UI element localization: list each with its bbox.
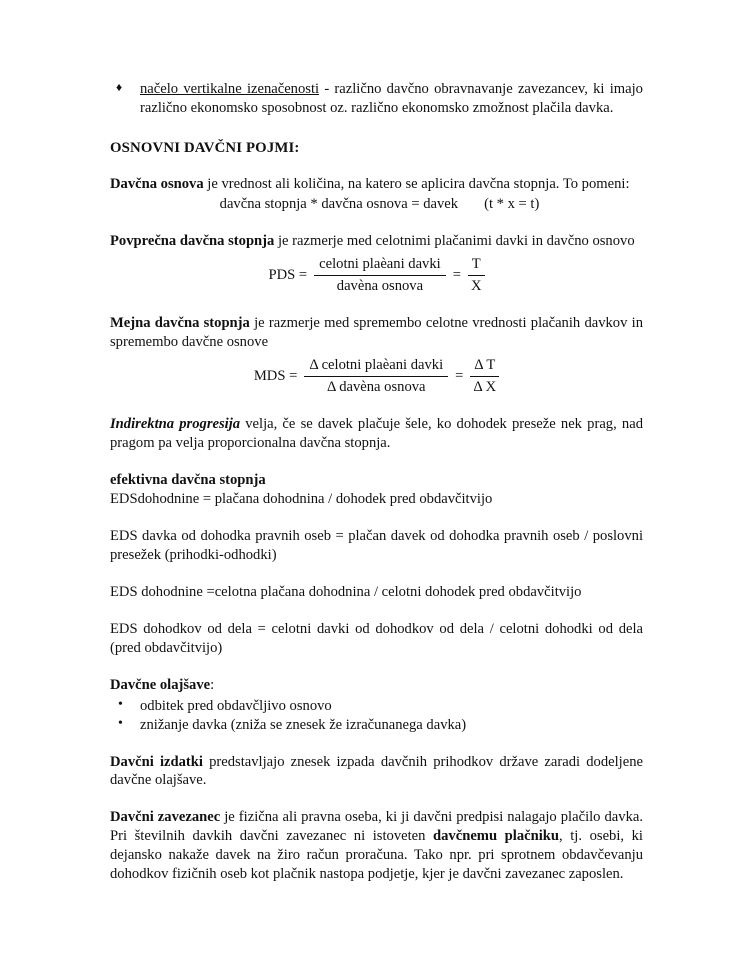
- marginal-rate-term: Mejna davčna stopnja: [110, 315, 250, 332]
- indirect-progression-term: Indirektna progresija: [110, 415, 241, 432]
- tax-reliefs-list: [110, 697, 643, 735]
- effective-rate-heading-text: efektivna davčna stopnja: [110, 471, 266, 488]
- tax-base-equation-symbols: (t * x = t): [484, 196, 540, 213]
- mds-result-denominator: Δ X: [473, 378, 497, 395]
- marginal-rate-lead: je razmerje med spremembo celotne vrednosti plačanih davkov in spremembo davčne osnove: [110, 315, 643, 350]
- tax-base-equation-line: [110, 195, 643, 214]
- effective-rate-line-2: EDS davka od dohodka pravnih oseb = plačan davek od dohodka pravnih oseb / poslovni presežek (prihodki-odhodki): [110, 527, 643, 563]
- tax-reliefs-colon: :: [210, 676, 215, 693]
- vertical-equity-text: - različno davčno obravnavanje zavezancev, ki imajo različno ekonomsko sposobnost oz. različno ekonomsko zmožnost plačila davka.: [140, 81, 643, 116]
- list-item: [110, 716, 643, 735]
- pds-equals-sign: =: [452, 267, 461, 284]
- mds-numerator: Δ celotni plaèani davki: [304, 356, 448, 377]
- effective-rate-line-4: EDS dohodkov od dela = celotni davki od dohodkov od dela / celotni dohodki od dela (pred obdavčitvijo): [110, 620, 643, 656]
- tax-reliefs-term: Davčne olajšave: [110, 676, 211, 693]
- document-body: [110, 80, 643, 884]
- marginal-rate-paragraph: [110, 314, 643, 352]
- mds-label: MDS =: [253, 367, 298, 384]
- vertical-equity-term: načelo vertikalne izenačenosti: [140, 81, 320, 97]
- indirect-progression-text: velja, če se davek plačuje šele, ko dohodek preseže nek prag, nad pragom pa velja proporcionalna davčna stopnja.: [110, 415, 643, 451]
- pds-label: PDS =: [268, 267, 308, 284]
- effective-rate-heading: [110, 471, 643, 490]
- list-item: [110, 80, 643, 118]
- round-bullet-icon: •: [118, 715, 123, 731]
- tax-base-equation: davčna stopnja * davčna osnova = davek: [219, 196, 459, 213]
- list-item: [110, 697, 643, 716]
- pds-result-fraction: [468, 255, 485, 296]
- mds-result-fraction: [470, 356, 499, 397]
- tax-relief-item-label: odbitek pred obdavčljivo osnovo: [140, 697, 332, 714]
- tax-expenditures-term: Davčni izdatki: [110, 753, 203, 770]
- average-rate-term: Povprečna davčna stopnja: [110, 233, 275, 250]
- average-rate-lead: je razmerje med celotnimi plačanimi davki in davčno osnovo: [274, 233, 635, 250]
- taxpayer-text-part2: , tj. osebi, ki dejansko nakaže davek na žiro račun proračuna. Tako npr. pri sprotnem obdavčevanju dohodkov fizičnih oseb kot plačnik nastopa podjetje, kjer je davčni zavezanec zaposlen.: [110, 828, 643, 883]
- vertical-equity-bullet-list: [110, 80, 643, 118]
- tax-expenditures-text: predstavljajo znesek izpada davčnih prihodkov države zaradi dodeljene davčne olajšave.: [110, 753, 643, 789]
- mds-equals-sign: =: [455, 367, 464, 384]
- tax-relief-item-label: znižanje davka (zniža se znesek že izračunanega davka): [140, 716, 467, 733]
- mds-denominator: Δ davèna osnova: [326, 378, 426, 395]
- mds-result-numerator: Δ T: [470, 356, 499, 377]
- round-bullet-icon: •: [118, 696, 123, 712]
- tax-expenditures-paragraph: [110, 753, 643, 791]
- average-rate-paragraph: [110, 232, 643, 251]
- taxpayer-text-part1: je fizična ali pravna oseba, ki ji davčni predpisi nalagajo plačilo davka. Pri številnih davkih davčni zavezanec ni istoveten: [110, 809, 644, 845]
- tax-base-definition: [110, 175, 643, 194]
- tax-base-term: Davčna osnova: [110, 176, 204, 193]
- pds-fraction: [314, 255, 446, 296]
- taxpayer-paragraph: [110, 808, 643, 884]
- pds-result-numerator: T: [468, 255, 485, 276]
- pds-formula: [110, 255, 643, 296]
- tax-base-block: [110, 175, 643, 214]
- pds-denominator: davèna osnova: [336, 278, 424, 295]
- taxpayer-emphasis: davčnemu plačniku: [433, 828, 560, 845]
- pds-result-denominator: X: [470, 278, 482, 295]
- mds-formula: [110, 356, 643, 397]
- diamond-bullet-icon: ♦: [116, 80, 123, 94]
- mds-fraction: [304, 356, 448, 397]
- tax-base-lead: je vrednost ali količina, na katero se aplicira davčna stopnja. To pomeni:: [203, 176, 630, 193]
- indirect-progression-paragraph: [110, 415, 643, 453]
- tax-reliefs-heading: [110, 676, 643, 695]
- effective-rate-line-1: EDSdohodnine = plačana dohodnina / dohodek pred obdavčitvijo: [110, 490, 493, 507]
- effective-rate-line-3: EDS dohodnine =celotna plačana dohodnina / celotni dohodek pred obdavčitvijo: [110, 583, 582, 600]
- pds-numerator: celotni plaèani davki: [314, 255, 446, 276]
- page-title: OSNOVNI DAVČNI POJMI:: [110, 139, 300, 156]
- taxpayer-term: Davčni zavezanec: [110, 809, 221, 826]
